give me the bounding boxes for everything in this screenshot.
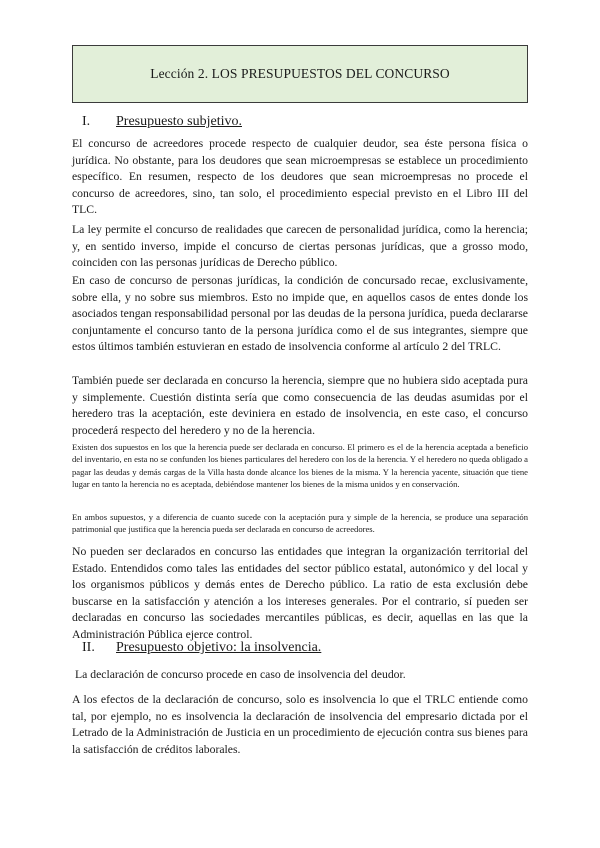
- note-1: Existen dos supuestos en los que la herencia puede ser declarada en concurso. El primero es el de la herencia aceptada a beneficio del inventario, en esta no se confunden los bienes particulares del heredero con los de la herencia. Y el heredero no queda obligado a pagar las deudas y demás cargas de la Villa hasta donde alcance los bienes de la misma. Y la herencia yacente, situación que tiene lugar en tanto la herencia no es aceptada, debiéndose mantener los bienes de la misma unidos y en conservación.: [72, 442, 528, 489]
- paragraph-6: La declaración de concurso procede en caso de insolvencia del deudor.: [75, 668, 406, 681]
- paragraph-4: También puede ser declarada en concurso la herencia, siempre que no hubiera sido aceptada pura y simplemente. Cuestión distinta sería que como consecuencia de las deudas asumidas por el heredero tras la aceptación, este deviniera en estado de insolvencia, en este caso, el concurso procederá respecto del heredero y no de la herencia.: [72, 374, 528, 437]
- title-box: [72, 45, 528, 103]
- section-number: II.: [82, 640, 95, 655]
- paragraph-2: La ley permite el concurso de realidades que carecen de personalidad jurídica, como la herencia; y, en sentido inverso, impide el concurso de ciertas personas jurídicas, que a grosso modo, coinciden con las personas jurídicas de Derecho público.: [72, 223, 528, 270]
- section-title: Presupuesto subjetivo.: [116, 114, 242, 129]
- section-title: Presupuesto objetivo: la insolvencia.: [116, 640, 322, 655]
- page-title: Lección 2. LOS PRESUPUESTOS DEL CONCURSO: [150, 66, 450, 81]
- paragraph-1: El concurso de acreedores procede respecto de cualquier deudor, sea éste persona física o jurídica. No obstante, para los deudores que sean microempresas se establece un procedimiento específico. En resumen, respecto de los deudores que sean microempresas no procede el concurso de acreedores, sino, tan solo, el procedimiento especial previsto en el Libro III del TLC.: [72, 137, 528, 217]
- section-heading-2: [72, 640, 321, 656]
- note-2: En ambos supuestos, y a diferencia de cuanto sucede con la aceptación pura y simple de la herencia, se produce una separación patrimonial que justifica que la herencia pueda ser declarada en concurso de acreedores.: [72, 512, 528, 535]
- paragraph-7: A los efectos de la declaración de concurso, solo es insolvencia lo que el TRLC entiende como tal, por ejemplo, no es insolvencia la declaración de insolvencia del empresario dictada por el Letrado de la Administración de Justicia en un procedimiento de ejecución contra sus bienes para la satisfacción de créditos laborales.: [72, 693, 528, 756]
- section-heading-1: [72, 114, 242, 130]
- paragraph-3: En caso de concurso de personas jurídicas, la condición de concursado recae, exclusivamente, sobre ella, y no sobre sus miembros. Esto no impide que, en aquellos casos de entes donde los asociados tengan responsabilidad personal por las deudas de la persona jurídica, pueda declararse conjuntamente el concurso tanto de la persona jurídica como el de sus integrantes, siempre que estos últimos también estuvieran en estado de insolvencia conforme al artículo 2 del TRLC.: [72, 274, 528, 354]
- section-number: I.: [82, 114, 91, 129]
- paragraph-5: No pueden ser declarados en concurso las entidades que integran la organización territorial del Estado. Entendidos como tales las entidades del sector público estatal, autonómico y del local y los organismos públicos y demás entes de Derecho público. La ratio de esta exclusión debe buscarse en la satisfacción y atención a los intereses generales. Por el contrario, sí pueden ser declaradas en concurso las sociedades mercantiles públicas, es decir, aquellas en las que la Administración Pública ejerce control.: [72, 545, 528, 641]
